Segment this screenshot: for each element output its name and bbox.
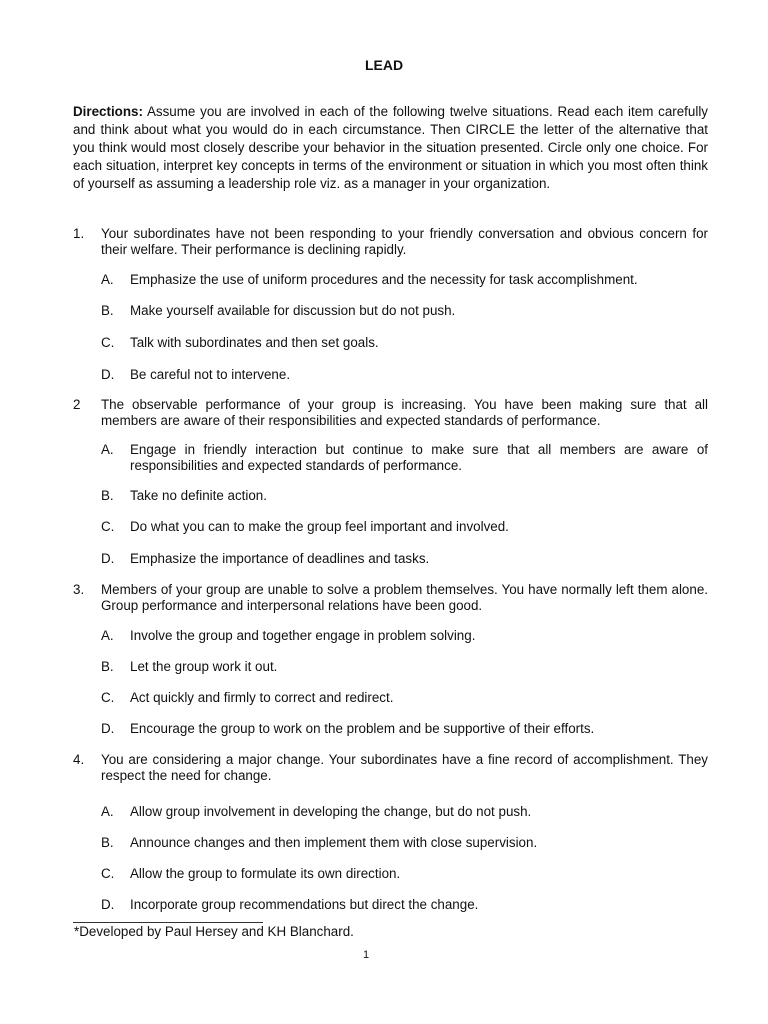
option-text: Emphasize the use of uniform procedures and the necessity for task accomplishment. <box>130 272 638 287</box>
page-number: 1 <box>362 949 370 961</box>
option-text: Act quickly and firmly to correct and redirect. <box>130 690 394 705</box>
option-letter[interactable]: A. <box>101 442 114 457</box>
option-letter[interactable]: A. <box>101 628 114 643</box>
option-letter[interactable]: B. <box>101 488 114 503</box>
question-3-number: 3. <box>73 582 85 597</box>
option-letter[interactable]: D. <box>101 897 115 912</box>
option-text: Incorporate group recommendations but direct the change. <box>130 897 479 912</box>
option-text: Allow the group to formulate its own direction. <box>130 866 401 881</box>
option-letter[interactable]: A. <box>101 272 114 287</box>
option-text: Involve the group and together engage in problem solving. <box>130 628 476 643</box>
option-text: Be careful not to intervene. <box>130 367 291 382</box>
option-letter[interactable]: B. <box>101 835 114 850</box>
option-letter[interactable]: C. <box>101 690 115 705</box>
option-letter[interactable]: C. <box>101 519 115 534</box>
option-text: Announce changes and then implement them with close supervision. <box>130 835 538 850</box>
option-text: Allow group involvement in developing the change, but do not push. <box>130 804 532 819</box>
question-3-text: Members of your group are unable to solve a problem themselves. You have normally left them alone. Group performance and interpersonal relations have been good. <box>101 582 708 613</box>
page-title: LEAD <box>364 57 404 73</box>
question-4-number: 4. <box>73 752 85 767</box>
option-text: Make yourself available for discussion but do not push. <box>130 303 456 318</box>
footnote-divider <box>73 922 263 923</box>
option-text: Talk with subordinates and then set goals. <box>130 335 379 350</box>
option-text: Do what you can to make the group feel important and involved. <box>130 519 509 534</box>
question-2-text: The observable performance of your group is increasing. You have been making sure that all members are aware of their responsibilities and expected standards of performance. <box>101 397 708 428</box>
option-text: Take no definite action. <box>130 488 267 503</box>
option-text: Let the group work it out. <box>130 659 278 674</box>
question-4-text: You are considering a major change. Your subordinates have a fine record of accomplishment. They respect the need for change. <box>101 752 708 783</box>
directions-paragraph <box>73 103 708 193</box>
option-letter[interactable]: B. <box>101 303 114 318</box>
directions-text: Assume you are involved in each of the following twelve situations. Read each item carefully and think about what you would do in each circumstance. Then CIRCLE the letter of the alternative that you think would most closely describe your behavior in the situation presented. Circle only one choice. For each situation, interpret key concepts in terms of the environment or situation in which you most often think of yourself as assuming a leadership role viz. as a manager in your organization. <box>73 104 708 191</box>
option-letter[interactable]: C. <box>101 335 115 350</box>
question-2-number: 2 <box>73 397 81 412</box>
option-letter[interactable]: B. <box>101 659 114 674</box>
option-letter[interactable]: A. <box>101 804 114 819</box>
option-text: Emphasize the importance of deadlines and tasks. <box>130 551 430 566</box>
directions-label: Directions: <box>73 104 143 119</box>
footnote: *Developed by Paul Hersey and KH Blanchard. <box>74 924 354 939</box>
question-1-number: 1. <box>73 226 85 241</box>
option-letter[interactable]: C. <box>101 866 115 881</box>
option-text: Engage in friendly interaction but continue to make sure that all members are aware of responsibilities and expected standards of performance. <box>130 442 708 473</box>
option-letter[interactable]: D. <box>101 367 115 382</box>
option-letter[interactable]: D. <box>101 721 115 736</box>
option-letter[interactable]: D. <box>101 551 115 566</box>
option-text: Encourage the group to work on the problem and be supportive of their efforts. <box>130 721 595 736</box>
question-1-text: Your subordinates have not been responding to your friendly conversation and obvious concern for their welfare. Their performance is declining rapidly. <box>101 226 708 257</box>
